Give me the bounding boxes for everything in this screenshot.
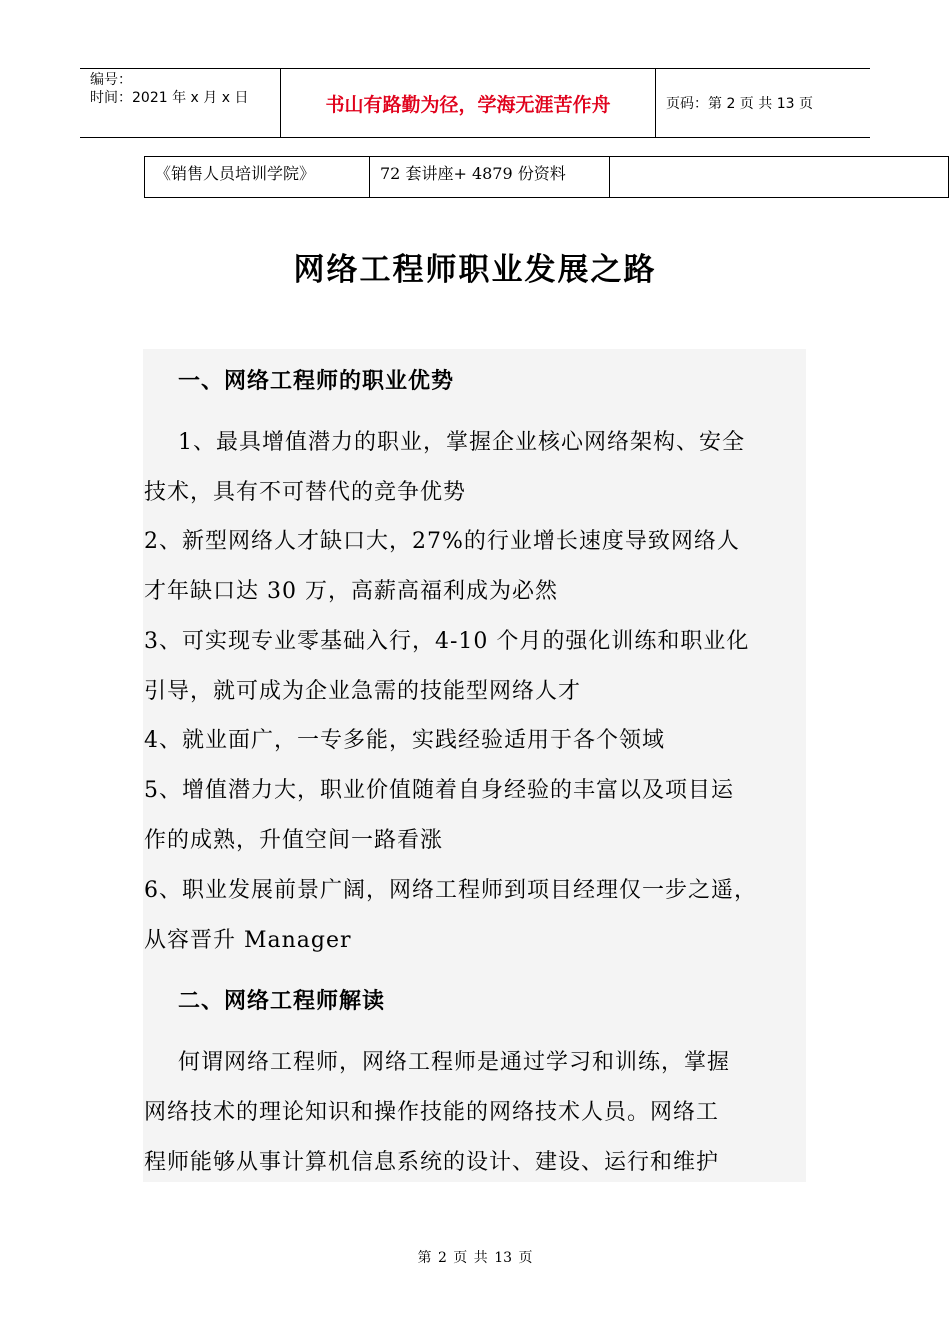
paragraph-7-line-3: 程师能够从事计算机信息系统的设计、建设、运行和维护 <box>144 1150 720 1175</box>
paragraph-6-line-1: 6、职业发展前景广阔，网络工程师到项目经理仅一步之遥， <box>144 878 757 903</box>
section-heading-2: 二、网络工程师解读 <box>178 988 386 1014</box>
document-date: 时间：2021 年 x 月 x 日 <box>90 90 249 106</box>
paragraph-7-line-1: 何谓网络工程师，网络工程师是通过学习和训练，掌握 <box>178 1050 731 1075</box>
paragraph-2-line-1: 2、新型网络人才缺口大，27%的行业增长速度导致网络人 <box>144 529 740 554</box>
header-motto: 书山有路勤为径，学海无涯苦作舟 <box>280 69 656 137</box>
page-footer: 第 2 页 共 13 页 <box>417 1250 533 1266</box>
course-empty-cell <box>610 157 948 197</box>
paragraph-3-line-1: 3、可实现专业零基础入行，4-10 个月的强化训练和职业化 <box>144 629 750 654</box>
page-header <box>80 68 870 138</box>
course-info-table <box>144 156 949 198</box>
document-number-label: 编号： <box>90 72 132 88</box>
paragraph-7-line-2: 网络技术的理论知识和操作技能的网络技术人员。网络工 <box>144 1100 720 1125</box>
course-materials-cell: 72 套讲座+ 4879 份资料 <box>370 157 610 197</box>
paragraph-3-line-2: 引导，就可成为企业急需的技能型网络人才 <box>144 679 582 704</box>
paragraph-5-line-1: 5、增值潜力大，职业价值随着自身经验的丰富以及项目运 <box>144 778 734 803</box>
paragraph-4-line-1: 4、就业面广，一专多能，实践经验适用于各个领域 <box>144 728 665 753</box>
header-page-info: 页码：第 2 页 共 13 页 <box>666 96 813 112</box>
paragraph-1-line-2: 技术，具有不可替代的竞争优势 <box>144 480 467 505</box>
paragraph-5-line-2: 作的成熟，升值空间一路看涨 <box>144 828 444 853</box>
paragraph-6-line-2: 从容晋升 Manager <box>144 928 352 953</box>
course-name-cell: 《销售人员培训学院》 <box>145 157 370 197</box>
paragraph-1-line-1: 1、最具增值潜力的职业，掌握企业核心网络架构、安全 <box>178 430 745 455</box>
document-title: 网络工程师职业发展之路 <box>293 252 657 288</box>
header-meta <box>80 69 280 137</box>
paragraph-2-line-2: 才年缺口达 30 万，高薪高福利成为必然 <box>144 579 558 604</box>
section-heading-1: 一、网络工程师的职业优势 <box>178 368 455 394</box>
